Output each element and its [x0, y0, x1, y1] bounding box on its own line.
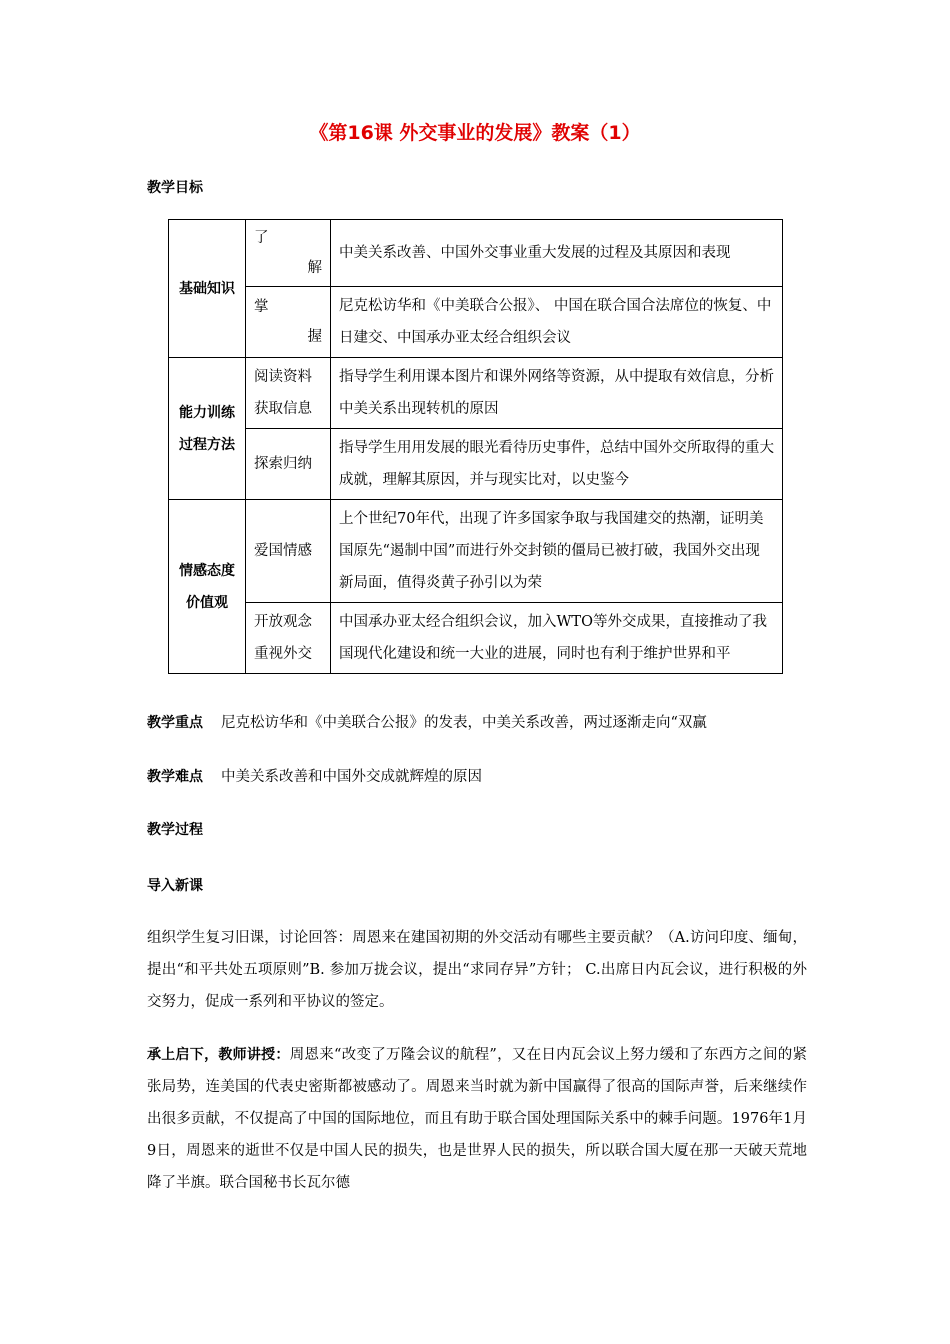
- sub-label-a: 了: [254, 230, 269, 246]
- difficult-point-row: [147, 765, 482, 786]
- objectives-heading: 教学目标: [147, 180, 203, 196]
- desc-patriotism: 上个世纪70年代，出现了许多国家争取与我国建交的热潮，证明美国原先“遏制中国”而进行外交封锁的僵局已被打破，我国外交出现新局面，值得炎黄子孙引以为荣: [331, 500, 783, 603]
- table-row: [169, 287, 783, 358]
- intro-heading: 导入新课: [147, 878, 203, 894]
- transition-text: 周恩来“改变了万隆会议的航程”，又在日内瓦会议上努力缓和了东西方之间的紧张局势，连美国的代表史密斯都被感动了。周恩来当时就为新中国赢得了很高的国际声誉，后来继续作出很多贡献，不仅提高了中国的国际地位，而且有助于联合国处理国际关系中的棘手问题。1976年1月9日，周恩来的逝世不仅是中国人民的损失，也是世界人民的损失，所以联合国大厦在那一天破天荒地降了半旗。联合国秘书长瓦尔德: [147, 1047, 808, 1191]
- sub-master: [246, 287, 331, 358]
- table-row: [169, 220, 783, 287]
- key-point-row: [147, 711, 707, 732]
- objectives-table: [168, 219, 783, 674]
- intro-paragraph: 组织学生复习旧课，讨论回答：周恩来在建国初期的外交活动有哪些主要贡献？（A.访问印度、缅甸，提出“和平共处五项原则”B. 参加万拢会议，提出“求同存异”方针； C.出席日内瓦会议，进行积极的外交努力，促成一系列和平协议的签定。: [147, 930, 807, 1010]
- difficult-point-label: 教学难点: [147, 769, 203, 785]
- desc-understand: 中美关系改善、中国外交事业重大发展的过程及其原因和表现: [331, 220, 783, 287]
- table-row: [169, 358, 783, 429]
- transition-label: 承上启下，教师讲授：: [147, 1047, 290, 1063]
- sub-reading: 阅读资料获取信息: [246, 358, 331, 429]
- desc-master: 尼克松访华和《中美联合公报》、 中国在联合国合法席位的恢复、中日建交、中国承办亚太经合组织会议: [331, 287, 783, 358]
- table-row: [169, 429, 783, 500]
- document-title: 《第16课 外交事业的发展》教案（1）: [309, 122, 641, 144]
- table-row: [169, 500, 783, 603]
- process-heading: 教学过程: [147, 822, 203, 838]
- sub-patriotism: 爱国情感: [246, 500, 331, 603]
- key-point-text: 尼克松访华和《中美联合公报》的发表，中美关系改善，两过逐渐走向“双赢: [221, 715, 707, 731]
- sub-label-a: 掌: [254, 299, 269, 315]
- key-point-label: 教学重点: [147, 715, 203, 731]
- category-ability: 能力训练过程方法: [169, 358, 246, 500]
- sub-label-b: 握: [307, 329, 322, 345]
- desc-explore: 指导学生用用发展的眼光看待历史事件，总结中国外交所取得的重大成就，理解其原因，并与现实比对，以史鉴今: [331, 429, 783, 500]
- category-knowledge: 基础知识: [169, 220, 246, 358]
- desc-reading: 指导学生利用课本图片和课外网络等资源，从中提取有效信息，分析中美关系出现转机的原因: [331, 358, 783, 429]
- sub-understand: [246, 220, 331, 287]
- category-attitude: 情感态度价值观: [169, 500, 246, 674]
- sub-explore: 探索归纳: [246, 429, 331, 500]
- sub-openness: 开放观念重视外交: [246, 603, 331, 674]
- transition-paragraph: [147, 1039, 807, 1199]
- sub-label-b: 解: [307, 260, 322, 276]
- desc-openness: 中国承办亚太经合组织会议，加入WTO等外交成果，直接推动了我国现代化建设和统一大业的进展，同时也有利于维护世界和平: [331, 603, 783, 674]
- difficult-point-text: 中美关系改善和中国外交成就辉煌的原因: [221, 769, 482, 785]
- table-row: [169, 603, 783, 674]
